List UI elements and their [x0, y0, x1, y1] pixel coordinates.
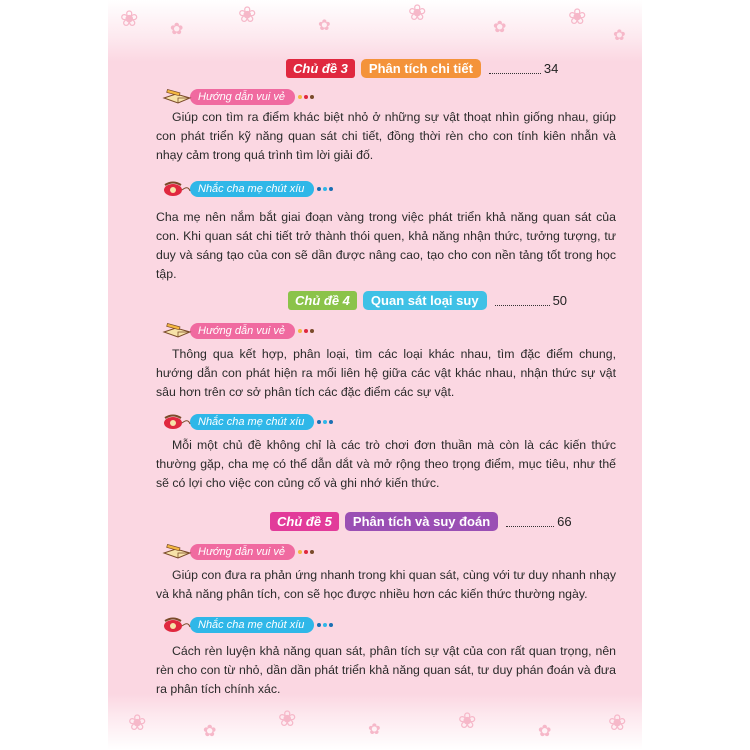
- dotted-leader: [495, 295, 550, 306]
- topic-number: Chủ đề 5: [270, 512, 339, 531]
- guide-label: Hướng dẫn vui vẻ: [190, 544, 295, 560]
- cherry-blossom-icon: ✿: [318, 17, 331, 34]
- guide-label: Hướng dẫn vui vẻ: [190, 323, 295, 339]
- guide-text: Giúp con đưa ra phản ứng nhanh trong khi quan sát, cùng với tư duy nhanh nhạy và khả năng phân tích, con sẽ học được nhiều hơn các kiến thức thường ngày.: [156, 568, 616, 601]
- cherry-blossom-icon: ✿: [203, 723, 217, 740]
- reminder-label-row: [162, 413, 333, 431]
- page-number: 50: [552, 292, 568, 308]
- cherry-blossom-icon: ✿: [368, 721, 381, 738]
- pill-dots: [298, 550, 314, 554]
- page-number: 34: [543, 60, 559, 76]
- reminder-text: Cha mẹ nên nắm bắt giai đoạn vàng trong việc phát triển khả năng quan sát của con. Khi quan sát chi tiết trở thành thói quen, khả năng nhận thức, tưởng tượng, tư duy và sáng tạo của con sẽ dần được nâng cao, tạo cho con nền tảng tốt trong học tập.: [156, 210, 616, 281]
- topic-header: [288, 289, 567, 311]
- cherry-blossom-icon: ❀: [608, 710, 627, 735]
- dotted-leader: [506, 516, 554, 527]
- book-page: [108, 0, 642, 750]
- guide-text: Thông qua kết hợp, phân loại, tìm các loại khác nhau, tìm đặc điểm chung, hướng dẫn con phát hiện ra mối liên hệ giữa các vật khác nhau, nhận thức sự vật sâu hơn trên cơ sở phân tích các đặc điểm các sự vật.: [156, 347, 616, 399]
- guide-label: Hướng dẫn vui vẻ: [190, 89, 295, 105]
- topic-header: [270, 510, 572, 532]
- topic-header: [286, 57, 558, 79]
- cherry-blossom-icon: ❀: [128, 710, 147, 735]
- cherry-blossom-icon: ✿: [538, 723, 552, 740]
- reminder-text: Cách rèn luyện khả năng quan sát, phân tích sự vật của con rất quan trọng, nên rèn cho con từ nhỏ, dần dần phát triển khả năng quan sát, tư duy phán đoán và đưa ra phân tích chính xác.: [156, 644, 616, 696]
- guide-label-row: [162, 322, 314, 340]
- guide-label-row: [162, 543, 314, 561]
- book-pencil-icon: [162, 544, 192, 560]
- topic-number: Chủ đề 3: [286, 59, 355, 78]
- reminder-label: Nhắc cha mẹ chút xíu: [190, 617, 314, 633]
- cherry-blossom-icon: ❀: [568, 4, 587, 29]
- cherry-blossom-icon: ❀: [238, 2, 257, 27]
- cherry-blossom-icon: ❀: [458, 708, 477, 733]
- topic-title: Phân tích và suy đoán: [345, 512, 498, 531]
- reminder-label: Nhắc cha mẹ chút xíu: [190, 414, 314, 430]
- reminder-label-row: [162, 180, 333, 198]
- telephone-icon: [162, 414, 192, 430]
- pill-dots: [317, 420, 333, 424]
- pill-dots: [298, 329, 314, 333]
- book-pencil-icon: [162, 89, 192, 105]
- guide-label-row: [162, 88, 314, 106]
- cherry-blossom-icon: ❀: [120, 6, 139, 31]
- topic-title: Quan sát loại suy: [363, 291, 487, 310]
- dotted-leader: [489, 63, 541, 74]
- topic-title: Phân tích chi tiết: [361, 59, 481, 78]
- cherry-blossom-icon: ✿: [613, 27, 626, 44]
- reminder-text: Mỗi một chủ đề không chỉ là các trò chơi đơn thuần mà còn là các kiến thức thường gặp, cha mẹ có thể dẫn dắt và mở rộng theo trọng điểm, mục tiêu, như thế sẽ có lợi cho việc con củng cố và ghi nhớ kiến thức.: [156, 438, 616, 490]
- pill-dots: [317, 187, 333, 191]
- book-pencil-icon: [162, 323, 192, 339]
- reminder-label-row: [162, 616, 333, 634]
- guide-text: Giúp con tìm ra điểm khác biệt nhỏ ở những sự vật thoạt nhìn giống nhau, giúp con phát triển kỹ năng quan sát chi tiết, đồng thời rèn cho con tính kiên nhẫn và nhạy cảm trong quá trình tìm lời giải đố.: [156, 110, 616, 162]
- topic-number: Chủ đề 4: [288, 291, 357, 310]
- cherry-blossom-icon: ✿: [493, 19, 507, 36]
- telephone-icon: [162, 617, 192, 633]
- telephone-icon: [162, 181, 192, 197]
- page-number: 66: [557, 513, 572, 529]
- reminder-label: Nhắc cha mẹ chút xíu: [190, 181, 314, 197]
- cherry-blossom-icon: ❀: [408, 0, 427, 25]
- cherry-blossom-icon: ✿: [170, 21, 184, 38]
- pill-dots: [298, 95, 314, 99]
- pill-dots: [317, 623, 333, 627]
- cherry-blossom-icon: ❀: [278, 706, 297, 731]
